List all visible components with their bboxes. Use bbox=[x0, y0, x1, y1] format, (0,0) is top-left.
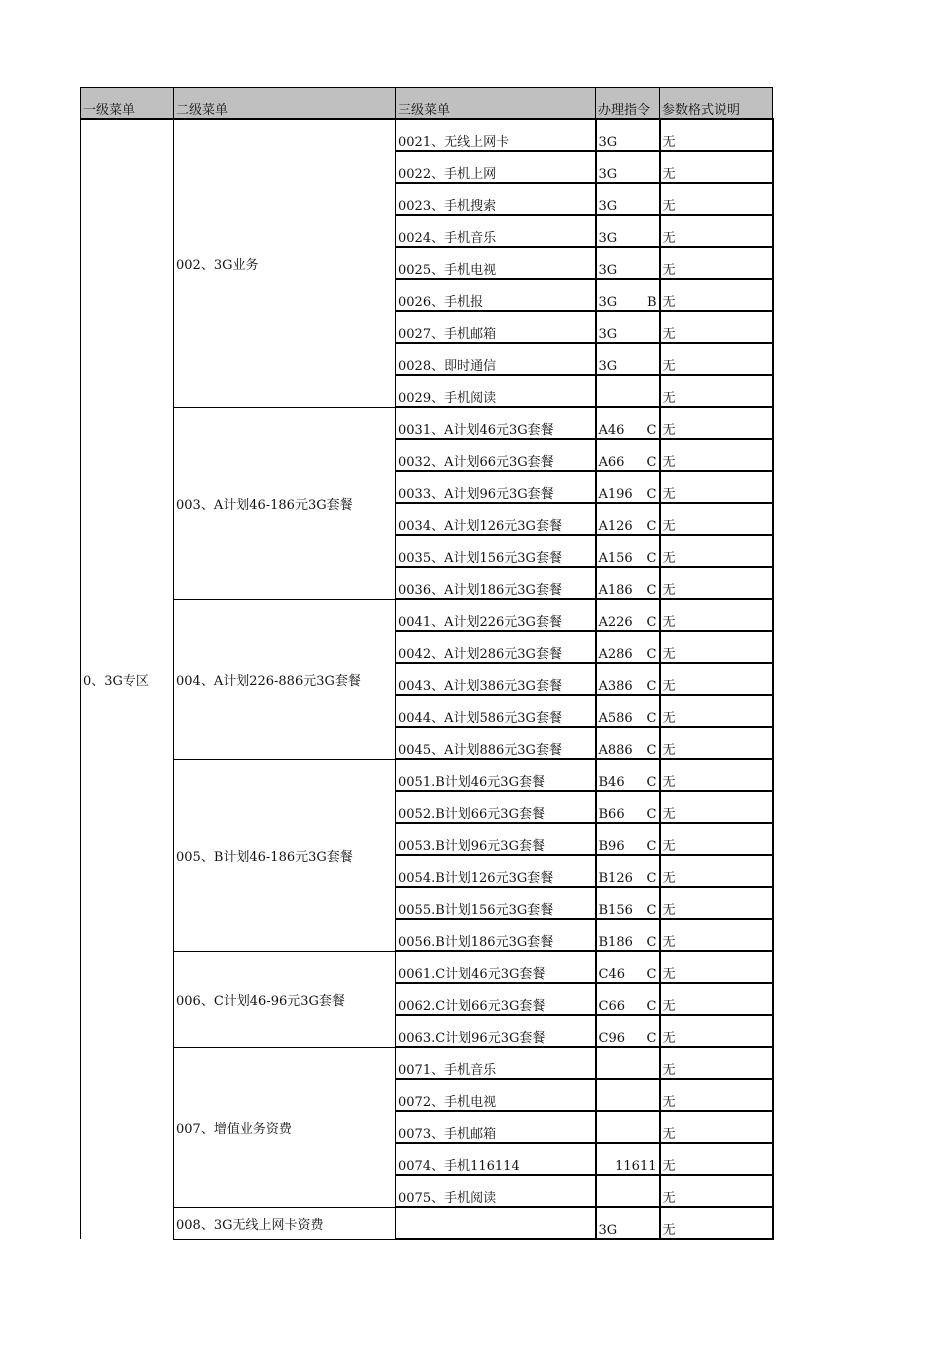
command-cell[interactable] bbox=[596, 279, 660, 311]
command-cell[interactable] bbox=[596, 567, 660, 599]
param-cell[interactable]: 无 bbox=[660, 727, 773, 759]
header-level2[interactable]: 二级菜单 bbox=[174, 88, 396, 120]
command-code: 3G bbox=[598, 327, 618, 342]
header-param[interactable]: 参数格式说明 bbox=[660, 88, 773, 120]
command-content bbox=[599, 551, 657, 566]
command-cell[interactable] bbox=[596, 855, 660, 887]
command-code: 3G bbox=[598, 167, 618, 182]
level3-cell[interactable] bbox=[396, 1207, 596, 1239]
table-row bbox=[81, 759, 773, 791]
level3-cell[interactable]: 0028、即时通信 bbox=[396, 343, 596, 375]
command-code: A156 bbox=[598, 551, 633, 566]
param-cell[interactable]: 无 bbox=[660, 599, 773, 631]
command-suffix: C bbox=[646, 423, 657, 438]
command-cell[interactable] bbox=[596, 727, 660, 759]
command-cell[interactable] bbox=[596, 759, 660, 791]
command-cell[interactable] bbox=[596, 535, 660, 567]
command-suffix: C bbox=[646, 743, 657, 758]
command-code: 3G bbox=[598, 135, 618, 150]
command-cell[interactable] bbox=[596, 375, 660, 407]
level3-cell[interactable]: 0022、手机上网 bbox=[396, 151, 596, 183]
command-cell[interactable] bbox=[596, 151, 660, 183]
command-code: 3G bbox=[598, 199, 618, 214]
command-content bbox=[599, 1031, 657, 1046]
header-level1[interactable]: 一级菜单 bbox=[81, 88, 174, 120]
command-content bbox=[599, 967, 657, 982]
command-content bbox=[599, 423, 657, 438]
param-cell[interactable]: 无 bbox=[660, 567, 773, 599]
command-content bbox=[599, 711, 657, 726]
level3-cell[interactable]: 0055.B计划156元3G套餐 bbox=[396, 887, 596, 919]
param-cell[interactable]: 无 bbox=[660, 343, 773, 375]
param-cell[interactable]: 无 bbox=[660, 759, 773, 791]
command-code: B96 bbox=[598, 839, 625, 854]
command-code: B46 bbox=[598, 775, 625, 790]
param-cell[interactable]: 无 bbox=[660, 663, 773, 695]
param-cell[interactable]: 无 bbox=[660, 439, 773, 471]
command-suffix: C bbox=[646, 519, 657, 534]
param-cell[interactable]: 无 bbox=[660, 311, 773, 343]
param-cell[interactable]: 无 bbox=[660, 791, 773, 823]
command-cell[interactable] bbox=[596, 1111, 660, 1143]
command-cell[interactable] bbox=[596, 1143, 660, 1175]
command-code: A66 bbox=[598, 455, 625, 470]
command-code: A386 bbox=[598, 679, 633, 694]
command-suffix: C bbox=[646, 935, 657, 950]
level3-cell[interactable]: 0075、手机阅读 bbox=[396, 1175, 596, 1207]
command-content bbox=[599, 871, 657, 886]
command-cell[interactable] bbox=[596, 215, 660, 247]
param-cell[interactable]: 无 bbox=[660, 375, 773, 407]
param-cell[interactable]: 无 bbox=[660, 631, 773, 663]
param-cell[interactable]: 无 bbox=[660, 535, 773, 567]
command-cell[interactable] bbox=[596, 823, 660, 855]
level3-cell[interactable]: 0073、手机邮箱 bbox=[396, 1111, 596, 1143]
table-row bbox=[81, 599, 773, 631]
command-content bbox=[599, 775, 657, 790]
table-row bbox=[81, 119, 773, 151]
param-cell[interactable]: 无 bbox=[660, 1143, 773, 1175]
command-content bbox=[599, 295, 657, 310]
command-suffix: C bbox=[646, 615, 657, 630]
table-row bbox=[81, 1207, 773, 1239]
command-content bbox=[599, 135, 657, 150]
command-code: B126 bbox=[598, 871, 633, 886]
command-suffix: C bbox=[646, 487, 657, 502]
command-cell[interactable] bbox=[596, 119, 660, 151]
command-cell[interactable] bbox=[596, 695, 660, 727]
level3-cell[interactable]: 0045、A计划886元3G套餐 bbox=[396, 727, 596, 759]
command-code: A286 bbox=[598, 647, 633, 662]
command-code: A126 bbox=[598, 519, 633, 534]
param-cell[interactable]: 无 bbox=[660, 119, 773, 151]
command-suffix: C bbox=[646, 583, 657, 598]
command-code: 3G bbox=[598, 295, 618, 310]
param-cell[interactable]: 无 bbox=[660, 1111, 773, 1143]
param-cell[interactable]: 无 bbox=[660, 1015, 773, 1047]
table-row bbox=[81, 407, 773, 439]
command-content bbox=[599, 231, 657, 246]
level2-cell[interactable]: 002、3G业务 bbox=[174, 119, 396, 407]
level3-cell[interactable]: 0023、手机搜索 bbox=[396, 183, 596, 215]
level3-cell[interactable]: 0054.B计划126元3G套餐 bbox=[396, 855, 596, 887]
command-cell[interactable] bbox=[596, 663, 660, 695]
param-cell[interactable]: 无 bbox=[660, 855, 773, 887]
level3-cell[interactable]: 0025、手机电视 bbox=[396, 247, 596, 279]
command-cell[interactable] bbox=[596, 919, 660, 951]
command-code: 3G bbox=[598, 263, 618, 278]
command-code: A196 bbox=[598, 487, 633, 502]
command-suffix: C bbox=[646, 711, 657, 726]
command-cell[interactable] bbox=[596, 503, 660, 535]
level3-cell[interactable]: 0021、无线上网卡 bbox=[396, 119, 596, 151]
level3-cell[interactable]: 0029、手机阅读 bbox=[396, 375, 596, 407]
level2-cell[interactable]: 008、3G无线上网卡资费 bbox=[174, 1207, 396, 1239]
command-code: A586 bbox=[598, 711, 633, 726]
param-cell[interactable]: 无 bbox=[660, 1047, 773, 1079]
command-cell[interactable] bbox=[596, 887, 660, 919]
header-level3[interactable]: 三级菜单 bbox=[396, 88, 596, 120]
level3-cell[interactable]: 0031、A计划46元3G套餐 bbox=[396, 407, 596, 439]
command-content bbox=[599, 263, 657, 278]
command-code: B66 bbox=[598, 807, 625, 822]
level2-cell[interactable]: 006、C计划46-96元3G套餐 bbox=[174, 951, 396, 1047]
command-code: A186 bbox=[598, 583, 633, 598]
level3-cell[interactable]: 0027、手机邮箱 bbox=[396, 311, 596, 343]
param-cell[interactable]: 无 bbox=[660, 279, 773, 311]
command-cell[interactable] bbox=[596, 1015, 660, 1047]
command-content bbox=[599, 615, 657, 630]
level3-cell[interactable]: 0032、A计划66元3G套餐 bbox=[396, 439, 596, 471]
level3-cell[interactable]: 0071、手机音乐 bbox=[396, 1047, 596, 1079]
param-cell[interactable]: 无 bbox=[660, 215, 773, 247]
level2-cell[interactable]: 003、A计划46-186元3G套餐 bbox=[174, 407, 396, 599]
command-content bbox=[599, 999, 657, 1014]
command-suffix: C bbox=[646, 807, 657, 822]
table-row bbox=[81, 951, 773, 983]
command-code: 3G bbox=[598, 231, 618, 246]
param-cell[interactable]: 无 bbox=[660, 1175, 773, 1207]
command-suffix: 11611 bbox=[615, 1159, 657, 1174]
command-content bbox=[599, 487, 657, 502]
command-content bbox=[599, 1223, 657, 1238]
command-cell[interactable] bbox=[596, 631, 660, 663]
command-content bbox=[599, 359, 657, 374]
header-row bbox=[81, 88, 773, 120]
command-cell[interactable] bbox=[596, 1207, 660, 1239]
command-code: C46 bbox=[598, 967, 625, 982]
command-content bbox=[599, 839, 657, 854]
command-cell[interactable] bbox=[596, 1047, 660, 1079]
param-cell[interactable]: 无 bbox=[660, 919, 773, 951]
param-cell[interactable]: 无 bbox=[660, 823, 773, 855]
header-command[interactable]: 办理指令 bbox=[596, 88, 660, 120]
level3-cell[interactable]: 0035、A计划156元3G套餐 bbox=[396, 535, 596, 567]
command-cell[interactable] bbox=[596, 599, 660, 631]
command-code: B156 bbox=[598, 903, 633, 918]
param-cell[interactable]: 无 bbox=[660, 151, 773, 183]
level3-cell[interactable]: 0063.C计划96元3G套餐 bbox=[396, 1015, 596, 1047]
param-cell[interactable]: 无 bbox=[660, 471, 773, 503]
level3-cell[interactable]: 0042、A计划286元3G套餐 bbox=[396, 631, 596, 663]
param-cell[interactable]: 无 bbox=[660, 247, 773, 279]
level2-cell[interactable]: 004、A计划226-886元3G套餐 bbox=[174, 599, 396, 759]
command-suffix: C bbox=[646, 1031, 657, 1046]
command-suffix: C bbox=[646, 679, 657, 694]
param-cell[interactable]: 无 bbox=[660, 1079, 773, 1111]
command-cell[interactable] bbox=[596, 951, 660, 983]
level3-cell[interactable]: 0056.B计划186元3G套餐 bbox=[396, 919, 596, 951]
command-suffix: C bbox=[646, 967, 657, 982]
command-suffix: C bbox=[646, 775, 657, 790]
level3-cell[interactable]: 0024、手机音乐 bbox=[396, 215, 596, 247]
param-cell[interactable]: 无 bbox=[660, 887, 773, 919]
command-cell[interactable] bbox=[596, 439, 660, 471]
command-suffix: C bbox=[646, 903, 657, 918]
command-suffix: C bbox=[646, 839, 657, 854]
command-cell[interactable] bbox=[596, 1175, 660, 1207]
command-content bbox=[599, 679, 657, 694]
command-cell[interactable] bbox=[596, 1079, 660, 1111]
level3-cell[interactable]: 0061.C计划46元3G套餐 bbox=[396, 951, 596, 983]
table-row bbox=[81, 1047, 773, 1079]
param-cell[interactable]: 无 bbox=[660, 407, 773, 439]
command-code: A226 bbox=[598, 615, 633, 630]
level3-cell[interactable]: 0041、A计划226元3G套餐 bbox=[396, 599, 596, 631]
command-suffix: C bbox=[646, 551, 657, 566]
param-cell[interactable]: 无 bbox=[660, 503, 773, 535]
level2-cell[interactable]: 007、增值业务资费 bbox=[174, 1047, 396, 1207]
param-cell[interactable]: 无 bbox=[660, 695, 773, 727]
command-content bbox=[599, 743, 657, 758]
command-content bbox=[599, 1159, 657, 1174]
command-content bbox=[599, 327, 657, 342]
command-suffix: C bbox=[646, 999, 657, 1014]
command-code: C66 bbox=[598, 999, 625, 1014]
command-content bbox=[599, 583, 657, 598]
param-cell[interactable]: 无 bbox=[660, 983, 773, 1015]
table-body bbox=[81, 119, 773, 1239]
command-content bbox=[599, 935, 657, 950]
command-suffix: B bbox=[646, 295, 657, 310]
command-content bbox=[599, 647, 657, 662]
command-cell[interactable] bbox=[596, 311, 660, 343]
command-cell[interactable] bbox=[596, 407, 660, 439]
command-content bbox=[599, 455, 657, 470]
command-suffix: C bbox=[646, 455, 657, 470]
command-suffix: C bbox=[646, 647, 657, 662]
command-cell[interactable] bbox=[596, 343, 660, 375]
level3-cell[interactable]: 0051.B计划46元3G套餐 bbox=[396, 759, 596, 791]
level3-cell[interactable]: 0074、手机116114 bbox=[396, 1143, 596, 1175]
command-cell[interactable] bbox=[596, 247, 660, 279]
command-content bbox=[599, 807, 657, 822]
command-code: B186 bbox=[598, 935, 633, 950]
level3-cell[interactable]: 0053.B计划96元3G套餐 bbox=[396, 823, 596, 855]
level3-cell[interactable]: 0043、A计划386元3G套餐 bbox=[396, 663, 596, 695]
param-cell[interactable]: 无 bbox=[660, 1207, 773, 1239]
level1-cell[interactable]: 0、3G专区 bbox=[81, 119, 174, 1239]
param-cell[interactable]: 无 bbox=[660, 183, 773, 215]
level3-cell[interactable]: 0033、A计划96元3G套餐 bbox=[396, 471, 596, 503]
command-code: 3G bbox=[598, 1223, 618, 1238]
level3-cell[interactable]: 0052.B计划66元3G套餐 bbox=[396, 791, 596, 823]
level2-cell[interactable]: 005、B计划46-186元3G套餐 bbox=[174, 759, 396, 951]
level3-cell[interactable]: 0044、A计划586元3G套餐 bbox=[396, 695, 596, 727]
level3-cell[interactable]: 0062.C计划66元3G套餐 bbox=[396, 983, 596, 1015]
level3-cell[interactable]: 0026、手机报 bbox=[396, 279, 596, 311]
param-cell[interactable]: 无 bbox=[660, 951, 773, 983]
command-cell[interactable] bbox=[596, 791, 660, 823]
command-cell[interactable] bbox=[596, 471, 660, 503]
command-content bbox=[599, 199, 657, 214]
level3-cell[interactable]: 0072、手机电视 bbox=[396, 1079, 596, 1111]
command-cell[interactable] bbox=[596, 983, 660, 1015]
command-content bbox=[599, 903, 657, 918]
level3-cell[interactable]: 0034、A计划126元3G套餐 bbox=[396, 503, 596, 535]
spreadsheet bbox=[80, 87, 774, 1240]
level3-cell[interactable]: 0036、A计划186元3G套餐 bbox=[396, 567, 596, 599]
command-content bbox=[599, 519, 657, 534]
command-content bbox=[599, 167, 657, 182]
menu-table bbox=[80, 87, 774, 1240]
command-suffix: C bbox=[646, 871, 657, 886]
command-code: A886 bbox=[598, 743, 633, 758]
command-code: C96 bbox=[598, 1031, 625, 1046]
command-code: A46 bbox=[598, 423, 625, 438]
command-cell[interactable] bbox=[596, 183, 660, 215]
command-code: 3G bbox=[598, 359, 618, 374]
